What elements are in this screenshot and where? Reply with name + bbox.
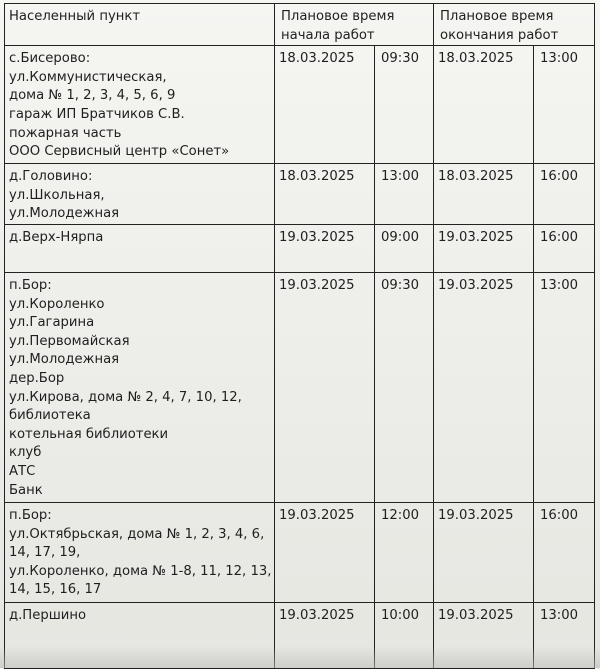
settlement-line: ул.Молодежная [9,352,120,368]
end-date-cell: 18.03.2025 [434,46,534,164]
table-header-row [5,4,595,46]
header-settlement: Населенный пункт [5,4,275,46]
end-time-cell: 13:00 [534,46,595,164]
end-date-cell: 18.03.2025 [434,164,534,225]
end-time-cell: 13:00 [534,272,595,502]
settlement-cell [5,46,275,164]
start-date-cell: 19.03.2025 [275,502,375,602]
end-date-cell: 19.03.2025 [434,602,534,668]
settlement-line: Банк [9,482,43,498]
start-date-cell: 19.03.2025 [275,224,375,272]
table-row [5,164,595,225]
settlement-line: ул.Кирова, дома № 2, 4, 7, 10, 12, [9,389,242,405]
settlement-cell [5,272,275,502]
settlement-line: дер.Бор [9,370,65,386]
page-edge-shadow [0,646,600,668]
settlement-cell [5,164,275,225]
settlement-line: пожарная часть [9,125,122,141]
settlement-line: ул.Октябрьская, дома № 1, 2, 3, 4, 6, [9,526,265,542]
settlement-line: д.Головино: [9,169,93,185]
settlement-line: ул.Гагарина [9,315,95,331]
start-date-cell: 19.03.2025 [275,272,375,502]
table-row [5,272,595,502]
end-date-cell: 19.03.2025 [434,502,534,602]
outage-schedule-table [4,3,595,669]
end-date-cell: 19.03.2025 [434,224,534,272]
settlement-line: АТС [9,463,36,479]
settlement-line: д.Верх-Нярпа [9,229,104,245]
settlement-line: ул.Молодежная [9,206,120,222]
settlement-line: 14, 17, 19, [9,545,81,561]
start-date-cell: 18.03.2025 [275,164,375,225]
settlement-line: 14, 15, 16, 17 [9,582,102,598]
settlement-line: д.Першино [9,607,87,623]
start-date-cell: 19.03.2025 [275,602,375,668]
settlement-cell [5,502,275,602]
table-row [5,224,595,272]
end-time-cell: 16:00 [534,164,595,225]
end-time-cell: 16:00 [534,224,595,272]
settlement-line: ул.Коммунистическая, [9,69,167,85]
settlement-line: дома № 1, 2, 3, 4, 5, 6, 9 [9,88,176,104]
settlement-line: ООО Сервисный центр «Сонет» [9,144,230,160]
end-time-cell: 13:00 [534,602,595,668]
settlement-line: ул.Первомайская [9,333,130,349]
settlement-cell [5,224,275,272]
start-time-cell: 09:30 [375,46,434,164]
start-time-cell: 09:30 [375,272,434,502]
table-row [5,46,595,164]
header-start-time: Плановое время начала работ [275,4,434,46]
header-end-time: Плановое время окончания работ [434,4,595,46]
settlement-line: ул.Короленко [9,296,105,312]
end-time-cell: 16:00 [534,502,595,602]
table-row [5,502,595,602]
start-time-cell: 12:00 [375,502,434,602]
settlement-line: п.Бор: [9,277,52,293]
settlement-line: ул.Школьная, [9,187,105,203]
start-time-cell: 09:00 [375,224,434,272]
settlement-line: котельная библиотеки [9,426,169,442]
settlement-line: гараж ИП Братчиков С.В. [9,106,185,122]
settlement-line: п.Бор: [9,507,52,523]
end-date-cell: 19.03.2025 [434,272,534,502]
settlement-line: библиотека [9,408,91,424]
start-time-cell: 13:00 [375,164,434,225]
start-time-cell: 10:00 [375,602,434,668]
settlement-line: с.Бисерово: [9,51,91,67]
start-date-cell: 18.03.2025 [275,46,375,164]
settlement-line: ул.Короленко, дома № 1-8, 11, 12, 13, [9,563,272,579]
settlement-line: клуб [9,445,42,461]
